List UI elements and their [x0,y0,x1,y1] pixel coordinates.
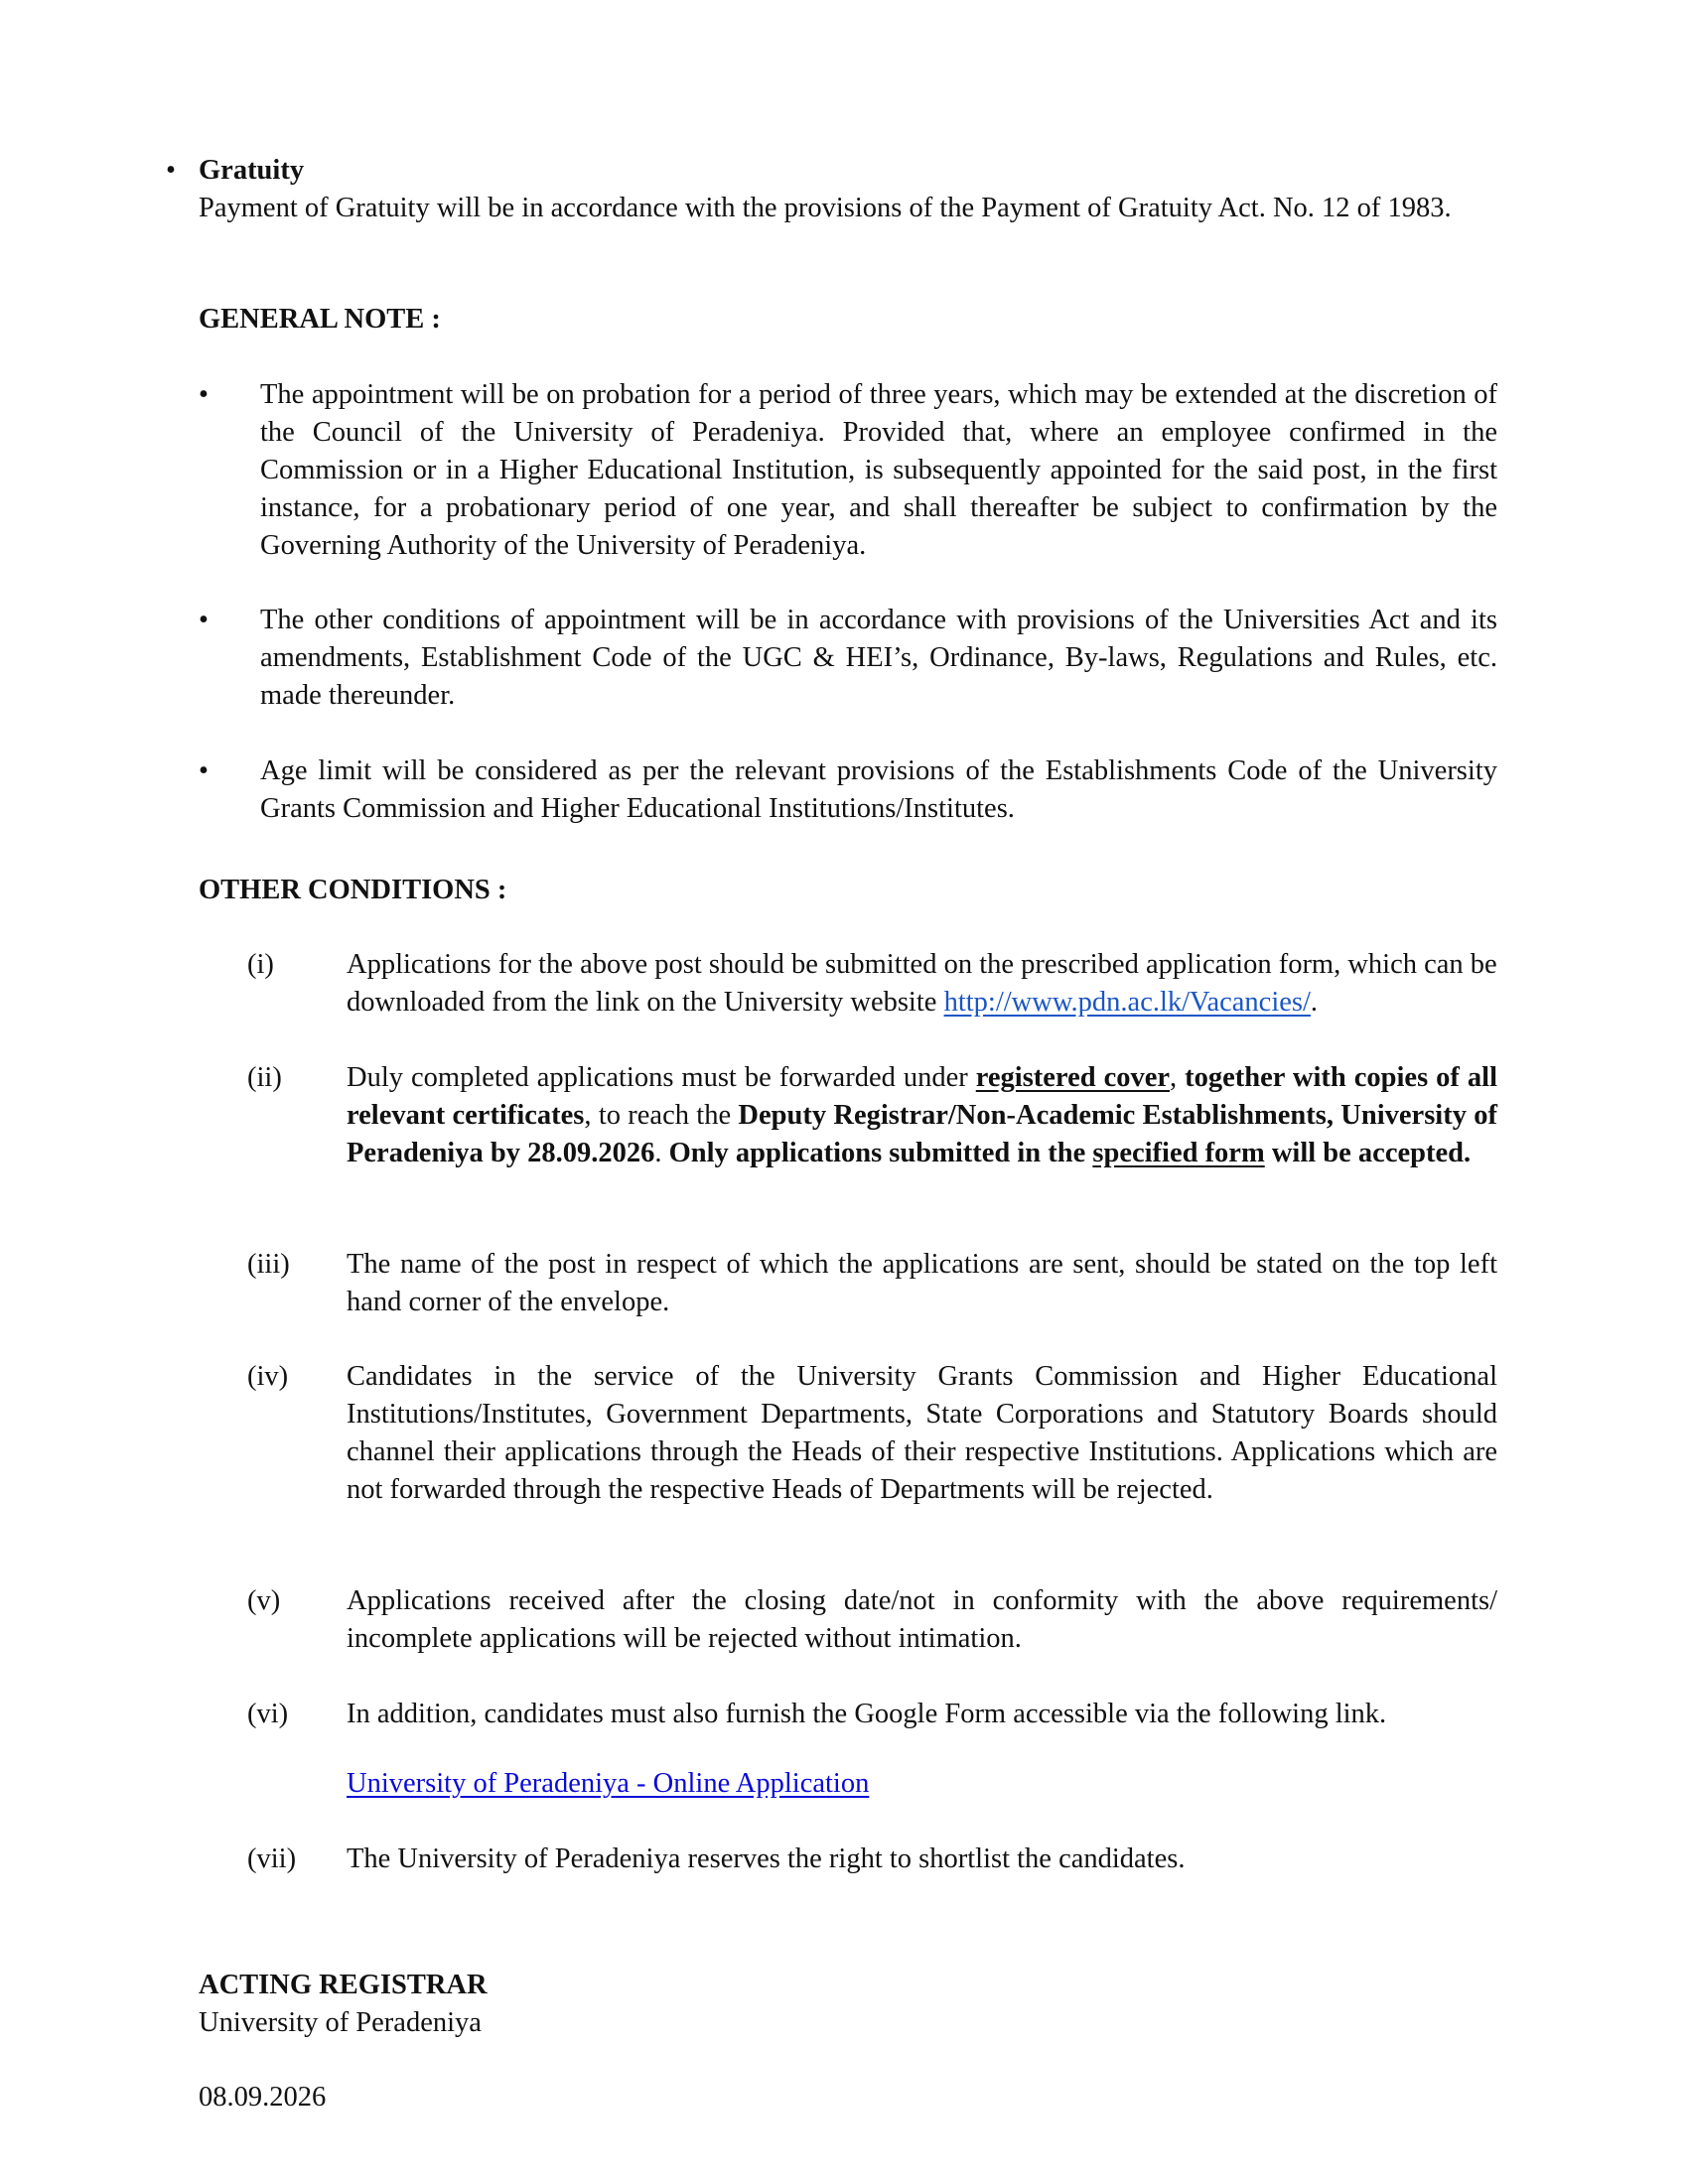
gratuity-text: Payment of Gratuity will be in accordance with the provisions of the Payment of Gratuity Act. No. 12 of 1983. [199,193,1452,223]
bullet: • [199,755,209,786]
condition-number: (vii) [247,1843,297,1874]
deadline-text: Deputy Registrar/Non-Academic Establishments, University of Peradeniya by 28.09.2026 [347,1100,1497,1168]
general-note-text: Age limit will be considered as per the relevant provisions of the Establishments Code of the University Grants Commission and Higher Educational Institutions/Institutes. [260,755,1497,824]
condition-text: The name of the post in respect of which the applications are sent, should be stated on the top left hand corner of the envelope. [347,1249,1497,1317]
condition-item [247,1582,1497,1658]
general-note-text: The appointment will be on probation for a period of three years, which may be extended at the discretion of the Council of the University of Peradeniya. Provided that, where an employee confirmed in the Commission or in a Higher Educational Institution, is subsequently appointed for the said post, in the first instance, for a probationary period of one year, and shall thereafter be subject to confirmation by the Governing Authority of the University of Peradeniya. [260,379,1497,561]
other-conditions-heading: OTHER CONDITIONS : [199,875,507,905]
condition-text: Candidates in the service of the University Grants Commission and Higher Educational Institutions/Institutes, Government Departments, State Corporations and Statutory Boards should channel their applications through the Heads of their respective Institutions. Applications which are not forwarded through the respective Heads of Departments will be rejected. [347,1361,1497,1505]
bullet: • [199,379,209,410]
google-form-link-row [347,1765,1497,1803]
signatory-title: ACTING REGISTRAR [199,1970,488,2000]
condition-number: (ii) [247,1062,282,1093]
condition-item [247,1841,1497,1878]
document-date: 08.09.2026 [199,2082,327,2113]
condition-number: (v) [247,1585,281,1616]
condition-item: (i) Applications for the above post should be submitted on the prescribed application form, which can be downloaded from the link on the University website http://www.pdn.ac.lk/Vacancies/. [347,946,1497,1022]
gratuity-title: Gratuity [199,155,305,186]
registered-cover-text: registered cover [975,1062,1171,1093]
general-note-item [199,602,1497,715]
signatory-org: University of Peradeniya [199,2007,482,2038]
general-note-heading: GENERAL NOTE : [199,304,441,335]
general-note-text: The other conditions of appointment will be in accordance with provisions of the Universities Act and its amendments, Establishment Code of the UGC & HEI’s, Ordinance, By-laws, Regulations and Rules, etc. made thereunder. [260,605,1497,711]
general-note-item [199,752,1497,828]
condition-number: (i) [247,949,274,980]
condition-item: (ii) Duly completed applications must be forwarded under registered cover, together with copies of all relevant certificates, to reach the Deputy Registrar/Non-Academic Establishments, University of Peradeniya by 28.09.2026. Only applications submitted in the specified form will be accepted. [347,1059,1497,1172]
online-application-link[interactable]: University of Peradeniya - Online Application [347,1768,870,1799]
vacancies-link[interactable]: http://www.pdn.ac.lk/Vacancies/ [943,987,1311,1018]
condition-text: In addition, candidates must also furnish the Google Form accessible via the following link. [347,1699,1387,1729]
condition-number: (iii) [247,1249,290,1280]
condition-item [247,1358,1497,1509]
condition-text: Applications received after the closing date/not in conformity with the above requirements/ incomplete applications will be rejected without intimation. [347,1585,1497,1654]
condition-text: The University of Peradeniya reserves the right to shortlist the candidates. [347,1843,1186,1874]
condition-text: Applications for the above post should be submitted on the prescribed application form, which can be downloaded from the link on the University website [347,949,1497,1018]
condition-number: (vi) [247,1699,289,1729]
general-note-item [199,376,1497,565]
bullet: • [166,155,176,186]
specified-form-text: specified form [1092,1138,1265,1168]
condition-number: (iv) [247,1361,289,1392]
condition-item [247,1246,1497,1321]
gratuity-section [166,152,1494,227]
condition-item [247,1696,1497,1733]
bullet: • [199,605,209,635]
